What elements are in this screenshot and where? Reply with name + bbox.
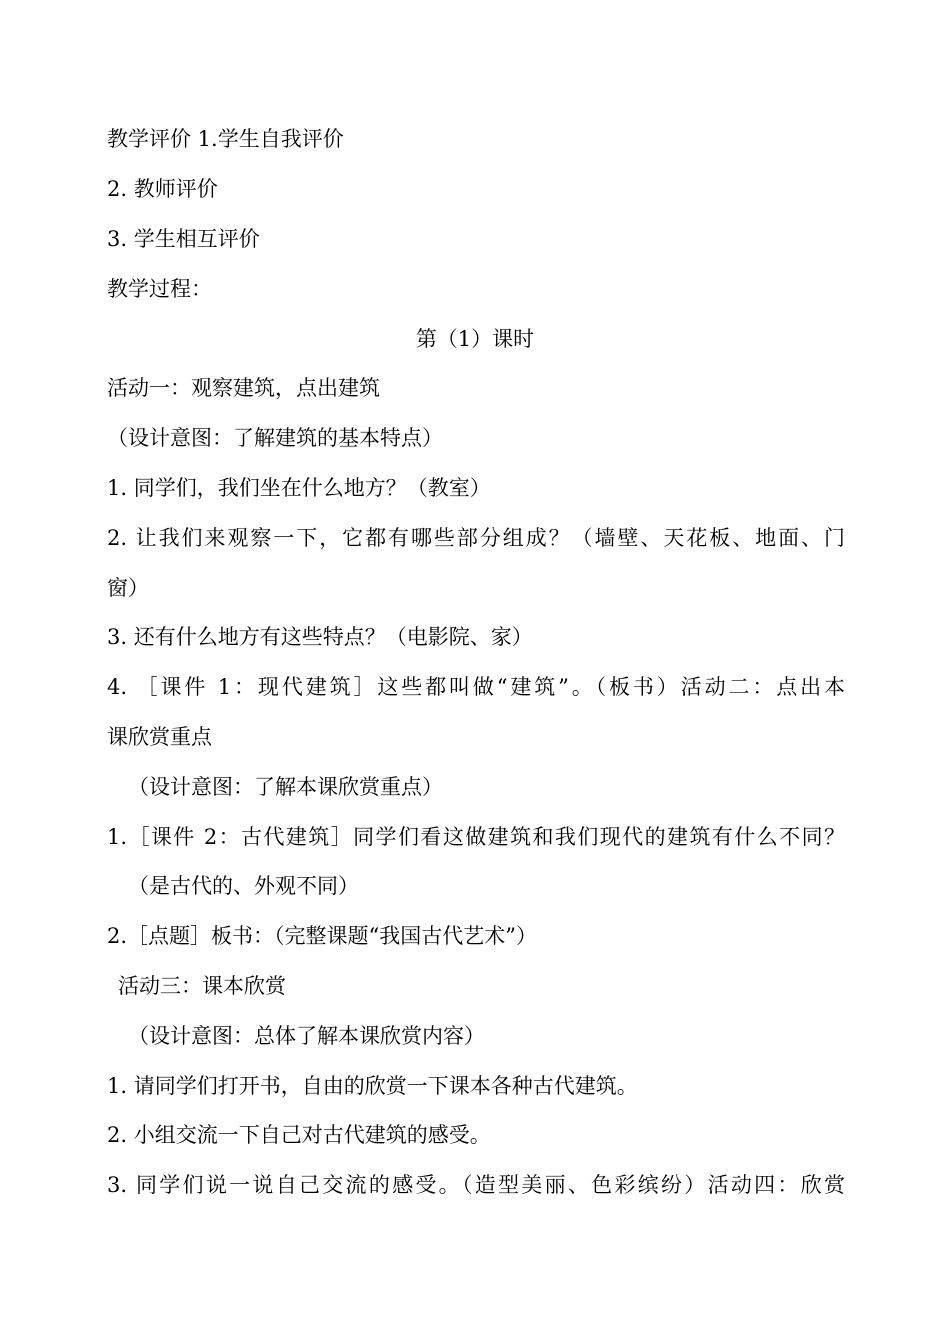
activity-3-heading: 活动三：课本欣赏	[118, 974, 286, 998]
activity-1-heading: 活动一：观察建筑，点出建筑	[107, 376, 380, 400]
activity-3-step-2: 2. 小组交流一下自己对古代建筑的感受。	[107, 1123, 491, 1147]
activity-3-step-1: 1. 请同学们打开书，自由的欣赏一下课本各种古代建筑。	[107, 1074, 638, 1098]
activity-2-step-1: 1.［课件 2：古代建筑］同学们看这做建筑和我们现代的建筑有什么不同？	[107, 825, 845, 849]
evaluation-item-3: 3. 学生相互评价	[107, 227, 260, 251]
activity-1-step-3: 3. 还有什么地方有这些特点？（电影院、家）	[107, 625, 533, 649]
activity-1-step-2-cont: 窗）	[107, 576, 149, 600]
activity-2-intent: （设计意图：了解本课欣赏重点）	[128, 775, 443, 799]
activity-2-step-2: 2.［点题］板书：（完整课题“我国古代艺术”）	[107, 924, 538, 948]
lesson-period-title: 第（1）课时	[415, 327, 535, 351]
activity-1-step-4-cont: 课欣赏重点	[107, 725, 212, 749]
evaluation-item-2: 2. 教师评价	[107, 177, 218, 201]
activity-3-step-3: 3. 同学们说一说自己交流的感受。（造型美丽、色彩缤纷）活动四：欣赏	[107, 1173, 845, 1197]
activity-3-intent: （设计意图：总体了解本课欣赏内容）	[128, 1024, 485, 1048]
activity-1-step-1: 1. 同学们，我们坐在什么地方？（教室）	[107, 476, 491, 500]
activity-1-step-4: 4. ［课件 1：现代建筑］这些都叫做“建筑”。（板书）活动二：点出本	[107, 675, 845, 699]
process-heading: 教学过程：	[107, 277, 212, 301]
activity-2-step-1-cont: （是古代的、外观不同）	[128, 874, 359, 898]
activity-1-step-2: 2. 让我们来观察一下，它都有哪些部分组成？（墙壁、天花板、地面、门	[107, 526, 845, 550]
evaluation-heading: 教学评价 1.学生自我评价	[107, 127, 344, 151]
activity-1-intent: （设计意图：了解建筑的基本特点）	[107, 426, 443, 450]
